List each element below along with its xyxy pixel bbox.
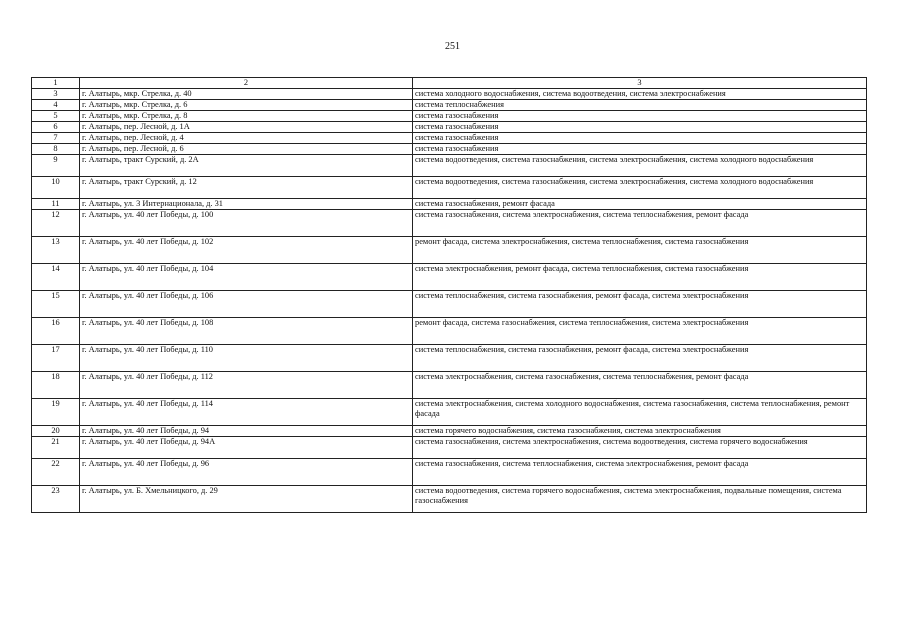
table-row xyxy=(32,437,867,459)
row-number: 7 xyxy=(32,133,80,144)
row-number: 5 xyxy=(32,111,80,122)
table-header-row xyxy=(32,78,867,89)
table-row xyxy=(32,133,867,144)
table-row xyxy=(32,264,867,291)
row-systems: система теплоснабжения, система газоснабжения, ремонт фасада, система электроснабжения xyxy=(413,345,867,372)
row-number: 12 xyxy=(32,210,80,237)
column-header-systems: 3 xyxy=(413,78,867,89)
row-number: 14 xyxy=(32,264,80,291)
row-address: г. Алатырь, ул. 40 лет Победы, д. 114 xyxy=(80,399,413,426)
row-address: г. Алатырь, тракт Сурский, д. 2А xyxy=(80,155,413,177)
row-systems: ремонт фасада, система электроснабжения, система теплоснабжения, система газоснабжения xyxy=(413,237,867,264)
row-address: г. Алатырь, ул. 40 лет Победы, д. 110 xyxy=(80,345,413,372)
page-number: 251 xyxy=(445,41,460,52)
row-systems: система газоснабжения, ремонт фасада xyxy=(413,199,867,210)
table-row xyxy=(32,318,867,345)
row-systems: система газоснабжения, система теплоснабжения, система электроснабжения, ремонт фасада xyxy=(413,459,867,486)
row-address: г. Алатырь, пер. Лесной, д. 1А xyxy=(80,122,413,133)
row-number: 19 xyxy=(32,399,80,426)
row-systems: система электроснабжения, ремонт фасада, система теплоснабжения, система газоснабжения xyxy=(413,264,867,291)
row-number: 15 xyxy=(32,291,80,318)
row-systems: система электроснабжения, система газоснабжения, система теплоснабжения, ремонт фасада xyxy=(413,372,867,399)
row-address: г. Алатырь, мкр. Стрелка, д. 6 xyxy=(80,100,413,111)
row-systems: система холодного водоснабжения, система водоотведения, система электроснабжения xyxy=(413,89,867,100)
row-number: 8 xyxy=(32,144,80,155)
table-row xyxy=(32,291,867,318)
table-row xyxy=(32,486,867,513)
row-address: г. Алатырь, ул. 40 лет Победы, д. 104 xyxy=(80,264,413,291)
row-address: г. Алатырь, ул. 3 Интернационала, д. 31 xyxy=(80,199,413,210)
row-systems: система водоотведения, система горячего водоснабжения, система электроснабжения, подвальные помещения, система газоснабжения xyxy=(413,486,867,513)
row-systems: система газоснабжения, система электроснабжения, система водоотведения, система горячего водоснабжения xyxy=(413,437,867,459)
row-systems: система теплоснабжения, система газоснабжения, ремонт фасада, система электроснабжения xyxy=(413,291,867,318)
table-row xyxy=(32,459,867,486)
table-row xyxy=(32,177,867,199)
row-address: г. Алатырь, ул. 40 лет Победы, д. 96 xyxy=(80,459,413,486)
row-number: 20 xyxy=(32,426,80,437)
table-row xyxy=(32,199,867,210)
row-number: 17 xyxy=(32,345,80,372)
table-row xyxy=(32,237,867,264)
row-address: г. Алатырь, ул. 40 лет Победы, д. 102 xyxy=(80,237,413,264)
row-systems: система газоснабжения xyxy=(413,144,867,155)
row-address: г. Алатырь, ул. 40 лет Победы, д. 112 xyxy=(80,372,413,399)
row-systems: система газоснабжения xyxy=(413,122,867,133)
row-number: 11 xyxy=(32,199,80,210)
row-address: г. Алатырь, ул. 40 лет Победы, д. 94А xyxy=(80,437,413,459)
row-address: г. Алатырь, пер. Лесной, д. 4 xyxy=(80,133,413,144)
table-row xyxy=(32,345,867,372)
table-row xyxy=(32,144,867,155)
row-number: 9 xyxy=(32,155,80,177)
row-address: г. Алатырь, мкр. Стрелка, д. 8 xyxy=(80,111,413,122)
row-address: г. Алатырь, ул. 40 лет Победы, д. 106 xyxy=(80,291,413,318)
row-number: 10 xyxy=(32,177,80,199)
row-address: г. Алатырь, ул. 40 лет Победы, д. 100 xyxy=(80,210,413,237)
row-number: 4 xyxy=(32,100,80,111)
row-number: 21 xyxy=(32,437,80,459)
table-row xyxy=(32,100,867,111)
row-number: 18 xyxy=(32,372,80,399)
row-address: г. Алатырь, ул. 40 лет Победы, д. 94 xyxy=(80,426,413,437)
row-systems: система теплоснабжения xyxy=(413,100,867,111)
row-address: г. Алатырь, мкр. Стрелка, д. 40 xyxy=(80,89,413,100)
row-number: 6 xyxy=(32,122,80,133)
row-systems: система водоотведения, система газоснабжения, система электроснабжения, система холодного водоснабжения xyxy=(413,177,867,199)
row-systems: система газоснабжения, система электроснабжения, система теплоснабжения, ремонт фасада xyxy=(413,210,867,237)
table-row xyxy=(32,122,867,133)
row-address: г. Алатырь, ул. Б. Хмельницкого, д. 29 xyxy=(80,486,413,513)
row-address: г. Алатырь, ул. 40 лет Победы, д. 108 xyxy=(80,318,413,345)
table-row xyxy=(32,372,867,399)
row-systems: система газоснабжения xyxy=(413,133,867,144)
table-row xyxy=(32,111,867,122)
buildings-table xyxy=(31,77,867,513)
row-number: 16 xyxy=(32,318,80,345)
table-row xyxy=(32,399,867,426)
row-systems: ремонт фасада, система газоснабжения, система теплоснабжения, система электроснабжения xyxy=(413,318,867,345)
row-systems: система горячего водоснабжения, система газоснабжения, система электроснабжения xyxy=(413,426,867,437)
table-row xyxy=(32,89,867,100)
row-address: г. Алатырь, пер. Лесной, д. 6 xyxy=(80,144,413,155)
row-number: 13 xyxy=(32,237,80,264)
column-header-number: 1 xyxy=(32,78,80,89)
row-number: 22 xyxy=(32,459,80,486)
row-systems: система газоснабжения xyxy=(413,111,867,122)
column-header-address: 2 xyxy=(80,78,413,89)
table-row xyxy=(32,426,867,437)
row-systems: система электроснабжения, система холодного водоснабжения, система газоснабжения, система теплоснабжения, ремонт фасада xyxy=(413,399,867,426)
table-row xyxy=(32,155,867,177)
row-systems: система водоотведения, система газоснабжения, система электроснабжения, система холодного водоснабжения xyxy=(413,155,867,177)
table-row xyxy=(32,210,867,237)
row-address: г. Алатырь, тракт Сурский, д. 12 xyxy=(80,177,413,199)
row-number: 3 xyxy=(32,89,80,100)
row-number: 23 xyxy=(32,486,80,513)
